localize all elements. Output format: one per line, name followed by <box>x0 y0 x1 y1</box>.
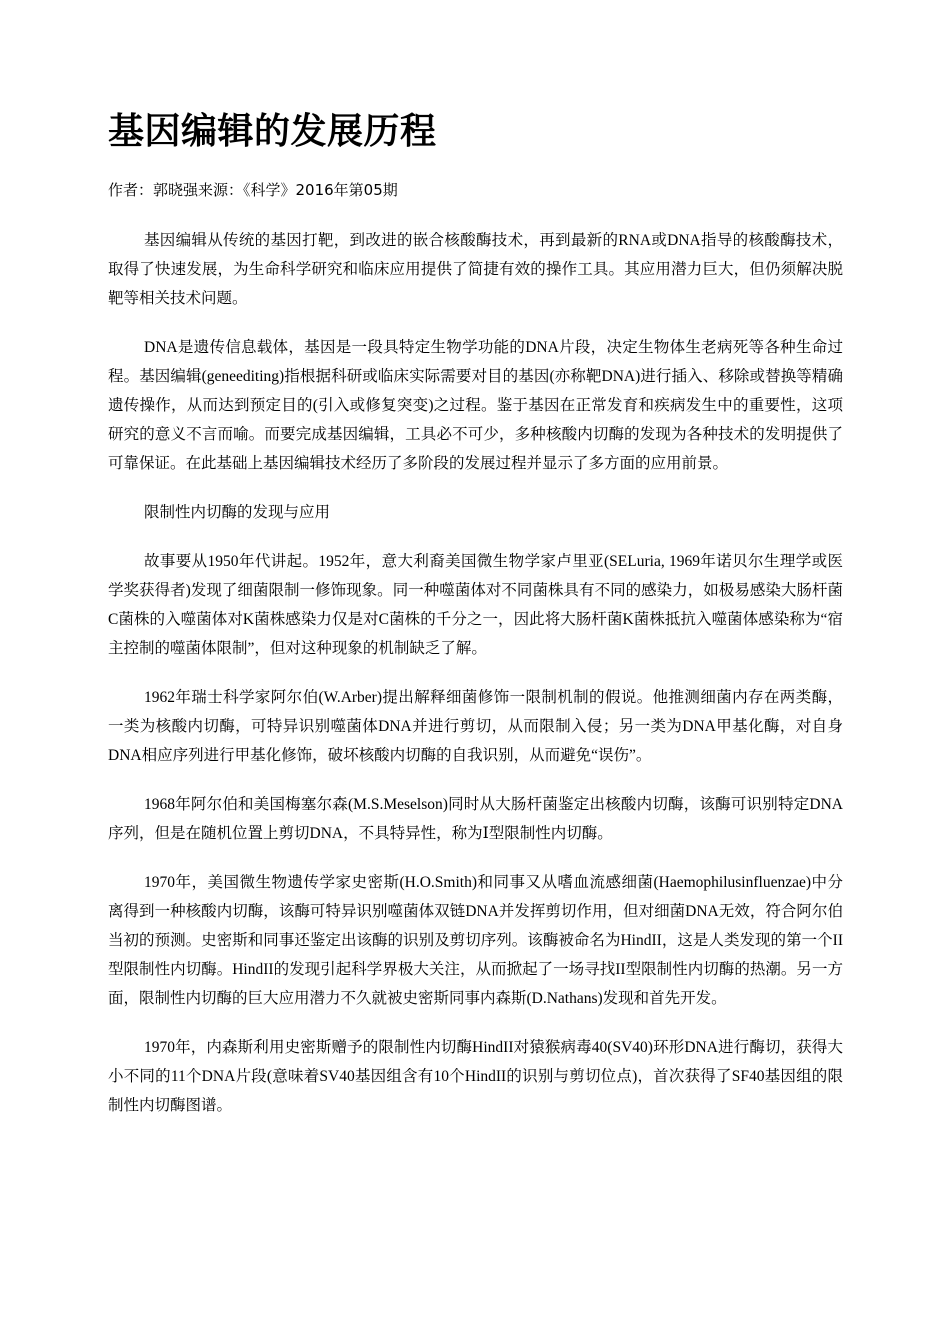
paragraph-1950s: 故事要从1950年代讲起。1952年，意大利裔美国微生物学家卢里亚(SELuria, 1969年诺贝尔生理学或医学奖获得者)发现了细菌限制一修饰现象。同一种噬菌体对不同菌株具有不同的感染力，如极易感染大肠杆菌C菌株的入噬菌体对K菌株感染力仅是对C菌株的千分之一，因此将大肠杆菌K菌株抵抗入噬菌体感染称为“宿主控制的噬菌体限制”，但对这种现象的机制缺乏了解。 <box>108 553 843 657</box>
article-title: 基因编辑的发展历程 <box>108 111 437 152</box>
paragraph-1962: 1962年瑞士科学家阿尔伯(W.Arber)提出解释细菌修饰一限制机制的假说。他推测细菌内存在两类酶，一类为核酸内切酶，可特异识别噬菌体DNA并进行剪切，从而限制入侵；另一类为DNA甲基化酶，对自身DNA相应序列进行甲基化修饰，破坏核酸内切酶的自我识别，从而避免“误伤”。 <box>108 689 843 764</box>
paragraph-1970-smith: 1970年，美国微生物遗传学家史密斯(H.O.Smith)和同事又从嗜血流感细菌(Haemophilusinfluenzae)中分离得到一种核酸内切酶，该酶可特异识别噬菌体双链DNA并发挥剪切作用，但对细菌DNA无效，符合阿尔伯当初的预测。史密斯和同事还鉴定出该酶的识别及剪切序列。该酶被命名为HindII，这是人类发现的第一个II型限制性内切酶。HindII的发现引起科学界极大关注，从而掀起了一场寻找II型限制性内切酶的热潮。另一方面，限制性内切酶的巨大应用潜力不久就被史密斯同事内森斯(D.Nathans)发现和首先开发。 <box>108 874 843 1007</box>
paragraph-dna-background: DNA是遗传信息载体，基因是一段具特定生物学功能的DNA片段，决定生物体生老病死等各种生命过程。基因编辑(geneediting)指根据科研或临床实际需要对目的基因(亦称靶DNA)进行插入、移除或替换等精确遗传操作，从而达到预定目的(引入或修复突变)之过程。鉴于基因在正常发育和疾病发生中的重要性，这项研究的意义不言而喻。而要完成基因编辑，工具必不可少，多种核酸内切酶的发现为各种技术的发明提供了可靠保证。在此基础上基因编辑技术经历了多阶段的发展过程并显示了多方面的应用前景。 <box>108 339 843 472</box>
document-page <box>108 110 843 1140</box>
paragraph-1968: 1968年阿尔伯和美国梅塞尔森(M.S.Meselson)同时从大肠杆菌鉴定出核酸内切酶，该酶可识别特定DNA序列，但是在随机位置上剪切DNA，不具特异性，称为Ⅰ型限制性内切酶。 <box>108 796 843 842</box>
paragraph-1970-nathans: 1970年，内森斯利用史密斯赠予的限制性内切酶HindII对猿猴病毒40(SV40)环形DNA进行酶切，获得大小不同的11个DNA片段(意味着SV40基因组含有10个HindII的识别与剪切位点)，首次获得了SF40基因组的限制性内切酶图谱。 <box>108 1039 843 1114</box>
paragraph-intro: 基因编辑从传统的基因打靶，到改进的嵌合核酸酶技术，再到最新的RNA或DNA指导的核酸酶技术，取得了快速发展，为生命科学研究和临床应用提供了简捷有效的操作工具。其应用潜力巨大，但仍须解决脱靶等相关技术问题。 <box>108 232 843 307</box>
section-heading: 限制性内切酶的发现与应用 <box>144 504 331 521</box>
article-meta: 作者：郭晓强来源：《科学》2016年第05期 <box>108 181 398 199</box>
